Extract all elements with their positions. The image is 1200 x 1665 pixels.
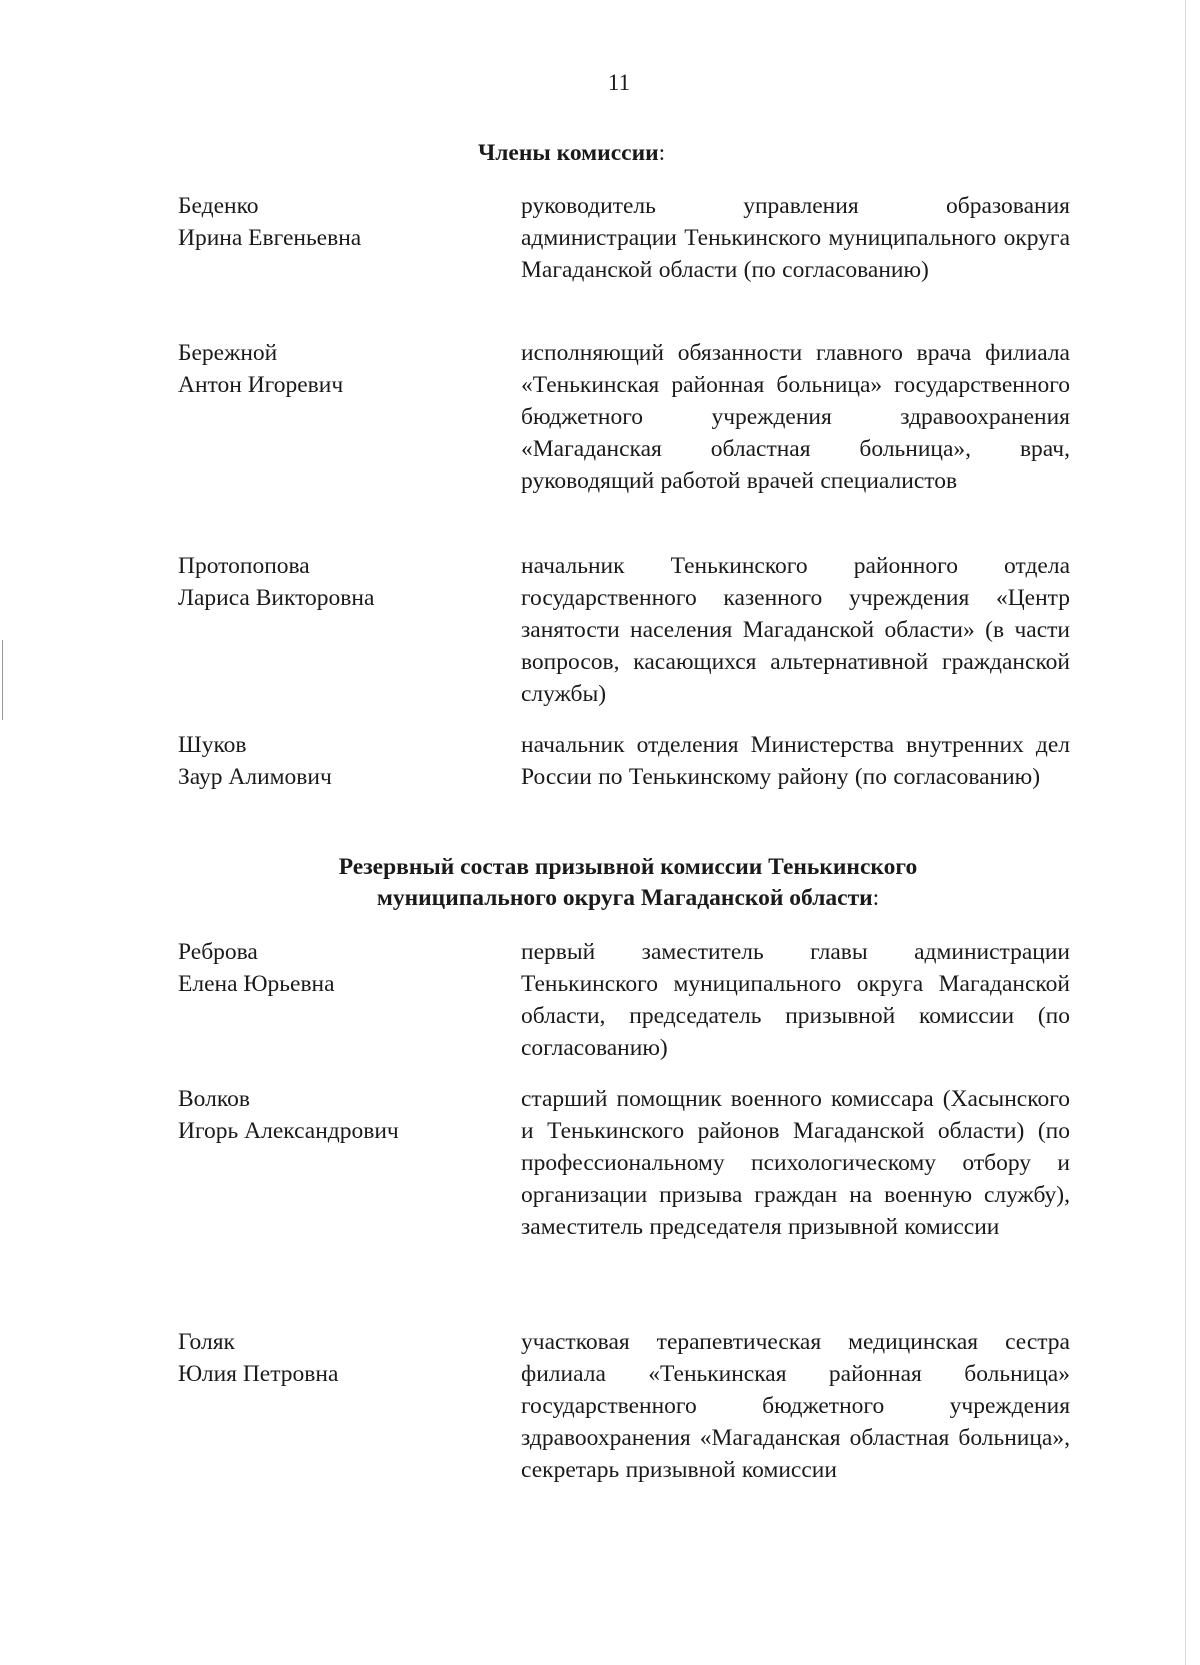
members-heading: [478, 138, 665, 169]
reserve-name: [178, 1326, 478, 1390]
reserve-given-name: Игорь Александрович: [178, 1118, 399, 1144]
reserve-heading-line1: Резервный состав призывной комиссии Тенькинского: [338, 854, 918, 880]
member-given-name: Заур Алимович: [178, 764, 332, 790]
reserve-role: участковая терапевтическая медицинская сестра филиала «Тенькинская районная больница» государственного бюджетного учреждения здравоохранения «Магаданская областная больница», секретарь призывной комиссии: [521, 1329, 1070, 1483]
members-heading-colon: :: [658, 140, 666, 166]
member-surname: Беденко: [178, 193, 259, 219]
reserve-surname: Реброва: [178, 939, 258, 965]
member-surname: Протопопова: [178, 553, 310, 579]
reserve-heading: [178, 852, 1078, 914]
member-role: начальник Тенькинского районного отдела государственного казенного учреждения «Центр занятости населения Магаданской области» (в части вопросов, касающихся альтернативной гражданской службы): [521, 553, 1070, 707]
reserve-given-name: Юлия Петровна: [178, 1361, 339, 1387]
reserve-heading-colon: :: [872, 885, 880, 911]
member-role: руководитель управления образования администрации Тенькинского муниципального округа Магаданской области (по согласованию): [521, 193, 1070, 283]
member-role: начальник отделения Министерства внутренних дел России по Тенькинскому району (по согласованию): [521, 732, 1070, 790]
reserve-name: [178, 1083, 478, 1147]
member-surname: Бережной: [178, 340, 278, 366]
reserve-role: старший помощник военного комиссара (Хасынского и Тенькинского районов Магаданской области) (по профессиональному психологическому отбору и организации призыва граждан на военную службу), заместитель председателя призывной комиссии: [521, 1086, 1070, 1240]
member-name: [178, 729, 478, 793]
members-heading-text: Члены комиссии: [478, 140, 659, 166]
member-surname: Шуков: [178, 732, 247, 758]
member-role: исполняющий обязанности главного врача филиала «Тенькинская районная больница» государственного бюджетного учреждения здравоохранения «Магаданская областная больница», врач, руководящий работой врачей специалистов: [521, 340, 1070, 494]
reserve-heading-line2-wrap: [178, 883, 1078, 914]
scan-edge-left: [2, 640, 3, 720]
reserve-name: [178, 936, 478, 1000]
reserve-role: первый заместитель главы администрации Тенькинского муниципального округа Магаданской области, председатель призывной комиссии (по согласованию): [521, 939, 1070, 1061]
reserve-surname: Волков: [178, 1086, 250, 1112]
member-given-name: Ирина Евгеньевна: [178, 225, 362, 251]
member-name: [178, 337, 478, 401]
reserve-surname: Голяк: [178, 1329, 235, 1355]
reserve-heading-line2: муниципального округа Магаданской области: [376, 885, 873, 911]
member-given-name: Лариса Викторовна: [178, 585, 375, 611]
member-name: [178, 190, 478, 254]
scan-edge-right: [1185, 0, 1186, 1665]
page-number: 11: [607, 70, 631, 95]
member-given-name: Антон Игоревич: [178, 372, 344, 398]
member-name: [178, 550, 478, 614]
reserve-given-name: Елена Юрьевна: [178, 971, 335, 997]
